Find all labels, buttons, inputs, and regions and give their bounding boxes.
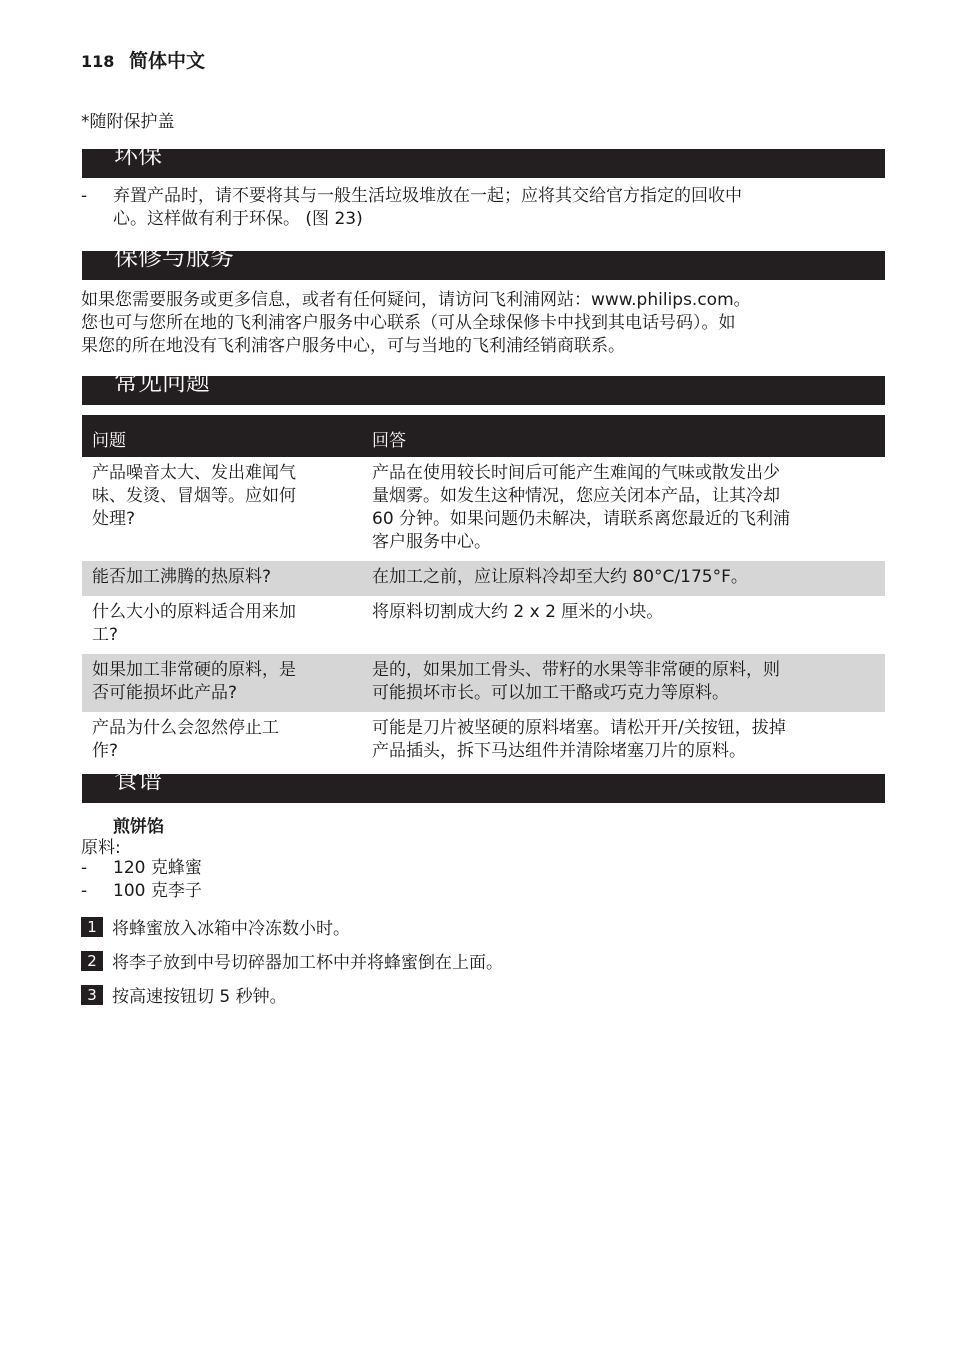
faq-answer: 将原料切割成大约 2 x 2 厘米的小块。 — [372, 602, 664, 622]
faq-row — [82, 654, 885, 712]
step-number-badge: 1 — [81, 917, 103, 937]
step-text: 将蜂蜜放入冰箱中冷冻数小时。 — [112, 919, 350, 939]
environment-line-1: 弃置产品时，请不要将其与一般生活垃圾堆放在一起；应将其交给官方指定的回收中 — [113, 186, 742, 206]
service-line-2: 您也可与您所在地的飞利浦客户服务中心联系（可从全球保修卡中找到其电话号码）。如 — [81, 313, 736, 333]
faq-answer: 产品在使用较长时间后可能产生难闻的气味或散发出少 量烟雾。如发生这种情况，您应关闭本产品，让其冷却 60 分钟。如果问题仍未解决，请联系离您最近的飞利浦 客户服务中心。 — [372, 463, 791, 552]
section-heading-environment: 环保 — [82, 149, 885, 178]
section-heading-recipe: 食谱 — [82, 774, 885, 803]
recipe-step — [81, 948, 503, 973]
accessory-note: *随附保护盖 — [81, 112, 175, 132]
service-line-3: 果您的所在地没有飞利浦客户服务中心，可与当地的飞利浦经销商联系。 — [81, 336, 625, 356]
faq-answer: 可能是刀片被坚硬的原料堵塞。请松开开/关按钮，拔掉 产品插头，拆下马达组件并清除堵塞刀片的原料。 — [372, 718, 786, 761]
step-text: 按高速按钮切 5 秒钟。 — [112, 987, 287, 1007]
environment-item: - 弃置产品时，请不要将其与一般生活垃圾堆放在一起；应将其交给官方指定的回收中 心。这样做有利于环保。 (图 23) — [81, 185, 886, 231]
faq-answer: 是的，如果加工骨头、带籽的水果等非常硬的原料，则 可能损坏市长。可以加工干酪或巧克力等原料。 — [362, 654, 885, 712]
faq-col-question: 问题 — [82, 415, 362, 457]
section-heading-faq: 常见问题 — [82, 376, 885, 405]
recipe-step — [81, 914, 350, 939]
faq-row — [82, 712, 885, 770]
step-text: 将李子放到中号切碎器加工杯中并将蜂蜜倒在上面。 — [112, 953, 503, 973]
language-label: 简体中文 — [129, 50, 206, 72]
faq-answer: 在加工之前，应让原料冷却至大约 80°C/175°F。 — [362, 561, 885, 596]
faq-question: 如果加工非常硬的原料，是 否可能损坏此产品? — [82, 654, 362, 712]
page-header — [81, 46, 205, 73]
faq-col-answer: 回答 — [362, 415, 885, 457]
ingredient-item: - 100 克李子 — [81, 881, 202, 901]
ingredient-item: - 120 克蜂蜜 — [81, 858, 202, 878]
faq-question: 产品为什么会忽然停止工 作? — [92, 718, 279, 761]
service-line-1: 如果您需要服务或更多信息，或者有任何疑问，请访问飞利浦网站：www.philips.com。 — [81, 290, 751, 310]
ingredients-label: 原料: — [81, 838, 121, 858]
faq-row — [82, 561, 885, 596]
recipe-step — [81, 982, 287, 1007]
faq-question: 能否加工沸腾的热原料? — [82, 561, 362, 596]
environment-line-2: 心。这样做有利于环保。 (图 23) — [113, 209, 363, 229]
service-paragraph — [81, 289, 886, 358]
step-number-badge: 3 — [81, 985, 103, 1005]
faq-question: 什么大小的原料适合用来加 工? — [92, 602, 296, 645]
recipe-dish-title: 煎饼馅 — [113, 817, 164, 837]
faq-table — [82, 415, 885, 770]
faq-question: 产品噪音太大、发出难闻气 味、发烫、冒烟等。应如何 处理? — [92, 463, 296, 529]
faq-row — [82, 457, 885, 561]
section-heading-service: 保修与服务 — [82, 251, 885, 280]
faq-header-row — [82, 415, 885, 457]
page-number: 118 — [81, 52, 115, 71]
step-number-badge: 2 — [81, 951, 103, 971]
faq-row — [82, 596, 885, 654]
